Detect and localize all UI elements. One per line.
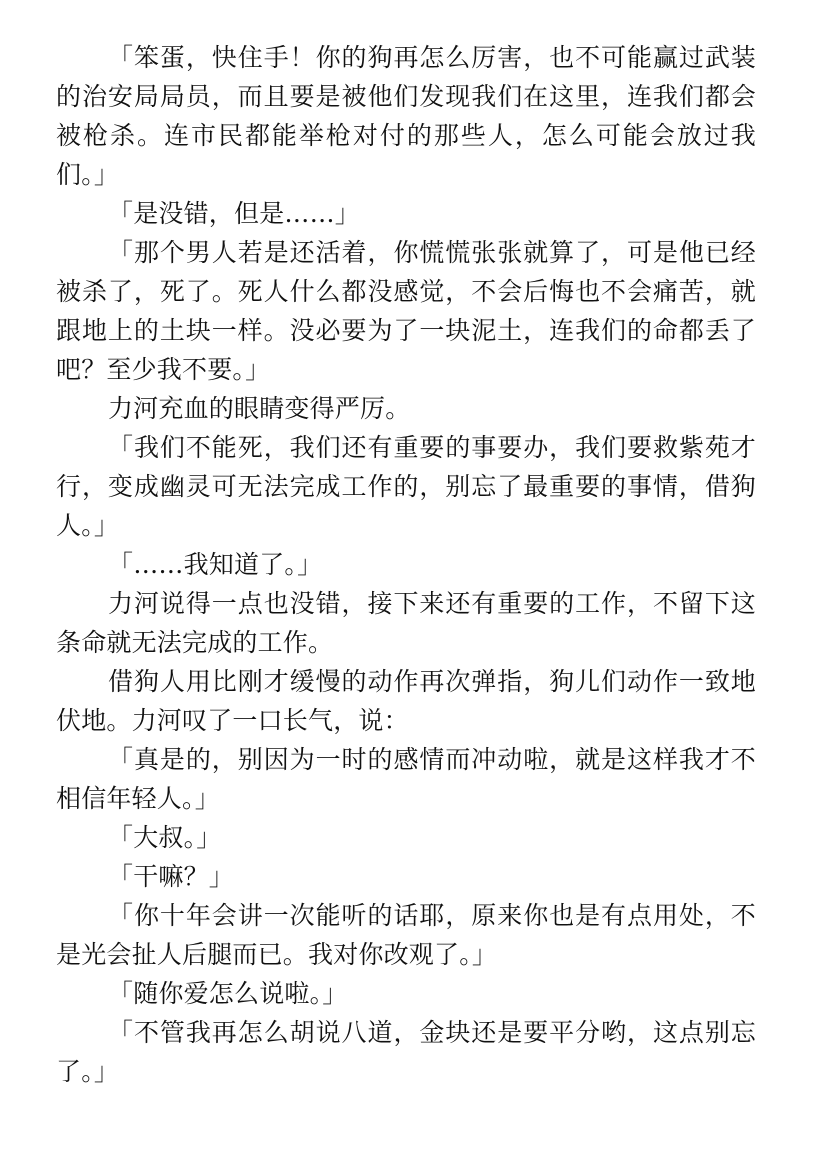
paragraph: 「是没错，但是……」 <box>108 199 361 228</box>
paragraph: 「你十年会讲一次能听的话耶，原来你也是有点用处，不是光会扯人后腿而已。我对你改观了。」 <box>56 901 756 969</box>
paragraph: 力河说得一点也没错，接下来还有重要的工作，不留下这条命就无法完成的工作。 <box>56 589 756 657</box>
paragraph: 「真是的，别因为一时的感情而冲动啦，就是这样我才不相信年轻人。」 <box>56 745 756 813</box>
paragraph: 「笨蛋，快住手！你的狗再怎么厉害，也不可能赢过武装的治安局局员，而且要是被他们发现我们在这里，连我们都会被枪杀。连市民都能举枪对付的那些人，怎么可能会放过我们。」 <box>56 43 756 189</box>
paragraph: 「我们不能死，我们还有重要的事要办，我们要救紫苑才行，变成幽灵可无法完成工作的，别忘了最重要的事情，借狗人。」 <box>56 433 756 540</box>
paragraph: 「那个男人若是还活着，你慌慌张张就算了，可是他已经被杀了，死了。死人什么都没感觉，不会后悔也不会痛苦，就跟地上的土块一样。没必要为了一块泥土，连我们的命都丢了吧？至少我不要。」 <box>56 238 756 384</box>
document-page <box>56 38 756 1091</box>
paragraph: 「干嘛？」 <box>108 862 235 891</box>
paragraph: 「大叔。」 <box>108 823 222 852</box>
paragraph: 借狗人用比刚才缓慢的动作再次弹指，狗儿们动作一致地伏地。力河叹了一口长气，说： <box>56 667 756 735</box>
paragraph: 「……我知道了。」 <box>108 550 323 579</box>
paragraph: 「不管我再怎么胡说八道，金块还是要平分哟，这点别忘了。」 <box>56 1018 756 1086</box>
paragraph: 「随你爱怎么说啦。」 <box>108 979 348 1008</box>
paragraph: 力河充血的眼睛变得严厉。 <box>108 394 411 423</box>
